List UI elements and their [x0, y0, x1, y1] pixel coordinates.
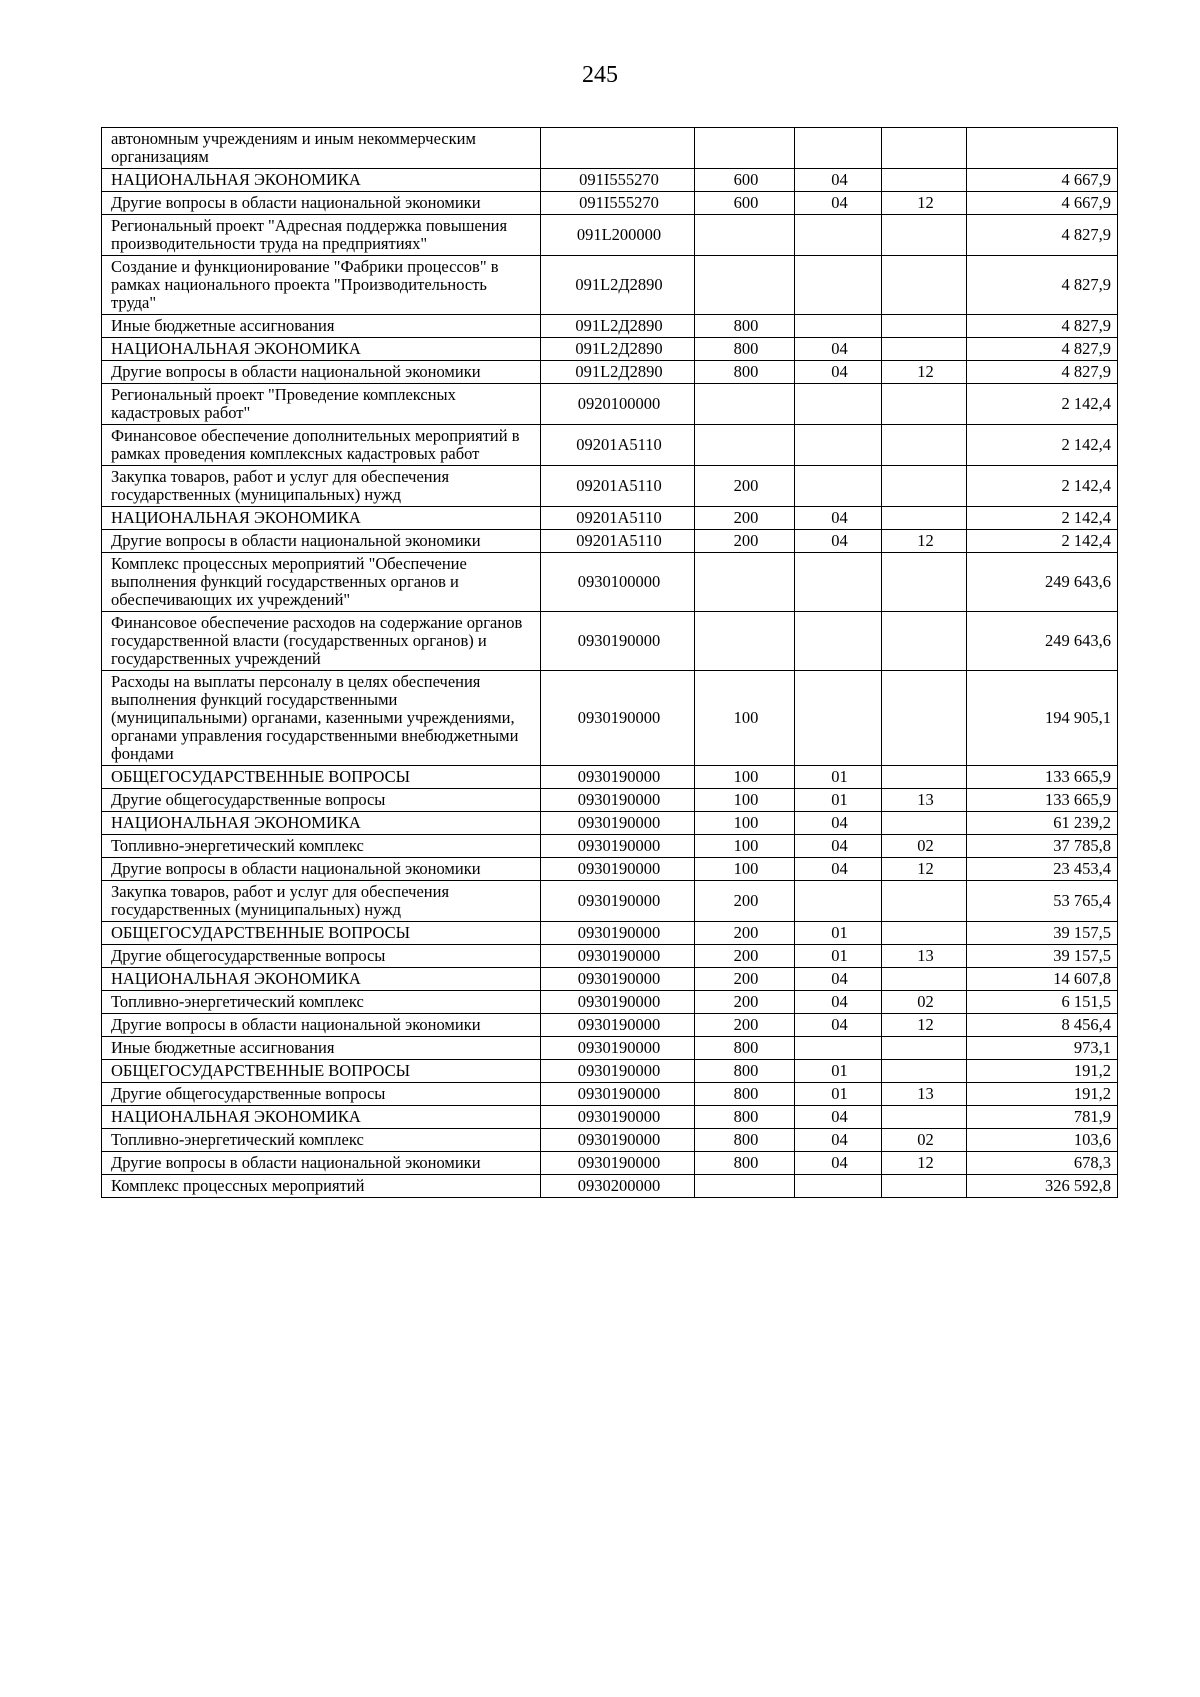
amount-cell: 23 453,4: [967, 858, 1118, 881]
section-cell: 04: [795, 169, 882, 192]
expense-type-cell: 800: [695, 315, 795, 338]
section-cell: 04: [795, 530, 882, 553]
subsection-cell: 02: [882, 835, 967, 858]
target-article-cell: 0930190000: [541, 1129, 695, 1152]
expense-type-cell: 200: [695, 968, 795, 991]
subsection-cell: [882, 315, 967, 338]
table-row: [102, 671, 1118, 766]
subsection-cell: [882, 507, 967, 530]
section-cell: [795, 466, 882, 507]
amount-cell: 103,6: [967, 1129, 1118, 1152]
amount-cell: 249 643,6: [967, 553, 1118, 612]
page-number: 245: [582, 62, 618, 88]
expense-type-cell: [695, 612, 795, 671]
expense-type-cell: 200: [695, 945, 795, 968]
expense-type-cell: [695, 128, 795, 169]
section-cell: 04: [795, 812, 882, 835]
table-row: [102, 1014, 1118, 1037]
amount-cell: 973,1: [967, 1037, 1118, 1060]
table-row: [102, 1037, 1118, 1060]
target-article-cell: 0930100000: [541, 553, 695, 612]
amount-cell: 2 142,4: [967, 507, 1118, 530]
target-article-cell: 0930190000: [541, 1060, 695, 1083]
subsection-cell: [882, 169, 967, 192]
table-row: [102, 530, 1118, 553]
expense-name-cell: Топливно-энергетический комплекс: [102, 835, 541, 858]
expense-type-cell: 200: [695, 991, 795, 1014]
expense-type-cell: 100: [695, 812, 795, 835]
amount-cell: 6 151,5: [967, 991, 1118, 1014]
expense-name-cell: ОБЩЕГОСУДАРСТВЕННЫЕ ВОПРОСЫ: [102, 922, 541, 945]
expense-name-cell: автономным учреждениям и иным некоммерческим организациям: [102, 128, 541, 169]
amount-cell: 2 142,4: [967, 384, 1118, 425]
section-cell: [795, 384, 882, 425]
subsection-cell: 13: [882, 789, 967, 812]
expense-type-cell: 200: [695, 466, 795, 507]
table-row: [102, 553, 1118, 612]
subsection-cell: [882, 128, 967, 169]
expense-name-cell: Другие вопросы в области национальной экономики: [102, 530, 541, 553]
expense-name-cell: Топливно-энергетический комплекс: [102, 1129, 541, 1152]
target-article-cell: 0930190000: [541, 1106, 695, 1129]
subsection-cell: 13: [882, 1083, 967, 1106]
expense-type-cell: 200: [695, 881, 795, 922]
expense-type-cell: 800: [695, 1060, 795, 1083]
amount-cell: 53 765,4: [967, 881, 1118, 922]
expense-type-cell: 200: [695, 922, 795, 945]
target-article-cell: 0930190000: [541, 881, 695, 922]
amount-cell: 2 142,4: [967, 466, 1118, 507]
expense-name-cell: Другие вопросы в области национальной экономики: [102, 1014, 541, 1037]
amount-cell: 4 667,9: [967, 192, 1118, 215]
expense-type-cell: [695, 553, 795, 612]
target-article-cell: 091L2Д2890: [541, 338, 695, 361]
section-cell: 04: [795, 835, 882, 858]
table-row: [102, 612, 1118, 671]
expense-name-cell: ОБЩЕГОСУДАРСТВЕННЫЕ ВОПРОСЫ: [102, 766, 541, 789]
expense-name-cell: НАЦИОНАЛЬНАЯ ЭКОНОМИКА: [102, 507, 541, 530]
section-cell: [795, 425, 882, 466]
expense-type-cell: 200: [695, 1014, 795, 1037]
target-article-cell: 0930190000: [541, 671, 695, 766]
amount-cell: 4 827,9: [967, 338, 1118, 361]
section-cell: 04: [795, 192, 882, 215]
expense-name-cell: Региональный проект "Адресная поддержка повышения производительности труда на предприятиях": [102, 215, 541, 256]
target-article-cell: 0930190000: [541, 789, 695, 812]
expense-name-cell: Другие вопросы в области национальной экономики: [102, 192, 541, 215]
table-row: [102, 858, 1118, 881]
subsection-cell: [882, 881, 967, 922]
section-cell: [795, 881, 882, 922]
subsection-cell: [882, 968, 967, 991]
table-row: [102, 835, 1118, 858]
table-row: [102, 968, 1118, 991]
section-cell: [795, 215, 882, 256]
table-row: [102, 1083, 1118, 1106]
subsection-cell: 13: [882, 945, 967, 968]
amount-cell: 191,2: [967, 1083, 1118, 1106]
target-article-cell: 0930200000: [541, 1175, 695, 1198]
budget-table-body: [102, 128, 1118, 1198]
target-article-cell: 0930190000: [541, 1037, 695, 1060]
amount-cell: 2 142,4: [967, 530, 1118, 553]
expense-type-cell: 600: [695, 169, 795, 192]
target-article-cell: [541, 128, 695, 169]
target-article-cell: 0930190000: [541, 766, 695, 789]
table-row: [102, 1129, 1118, 1152]
table-row: [102, 881, 1118, 922]
amount-cell: 4 827,9: [967, 256, 1118, 315]
section-cell: 04: [795, 968, 882, 991]
section-cell: [795, 1037, 882, 1060]
table-row: [102, 128, 1118, 169]
table-row: [102, 256, 1118, 315]
table-row: [102, 1175, 1118, 1198]
target-article-cell: 0930190000: [541, 922, 695, 945]
table-row: [102, 1060, 1118, 1083]
table-row: [102, 315, 1118, 338]
amount-cell: 2 142,4: [967, 425, 1118, 466]
table-row: [102, 192, 1118, 215]
amount-cell: 781,9: [967, 1106, 1118, 1129]
target-article-cell: 09201A5110: [541, 466, 695, 507]
expense-type-cell: [695, 215, 795, 256]
target-article-cell: 09201A5110: [541, 530, 695, 553]
subsection-cell: [882, 425, 967, 466]
expense-name-cell: Иные бюджетные ассигнования: [102, 315, 541, 338]
target-article-cell: 0920100000: [541, 384, 695, 425]
subsection-cell: 02: [882, 1129, 967, 1152]
amount-cell: 39 157,5: [967, 922, 1118, 945]
subsection-cell: [882, 1106, 967, 1129]
section-cell: 04: [795, 361, 882, 384]
target-article-cell: 0930190000: [541, 991, 695, 1014]
expense-name-cell: Создание и функционирование "Фабрики процессов" в рамках национального проекта "Производительность труда": [102, 256, 541, 315]
expense-type-cell: [695, 256, 795, 315]
target-article-cell: 0930190000: [541, 812, 695, 835]
table-row: [102, 1106, 1118, 1129]
section-cell: [795, 1175, 882, 1198]
expense-type-cell: 800: [695, 361, 795, 384]
amount-cell: 61 239,2: [967, 812, 1118, 835]
expense-name-cell: Расходы на выплаты персоналу в целях обеспечения выполнения функций государственными (муниципальными) органами, казенными учреждениями, органами управления государственными внебюджетными фондами: [102, 671, 541, 766]
amount-cell: [967, 128, 1118, 169]
target-article-cell: 09201A5110: [541, 507, 695, 530]
table-row: [102, 507, 1118, 530]
target-article-cell: 091L2Д2890: [541, 256, 695, 315]
target-article-cell: 091L2Д2890: [541, 361, 695, 384]
amount-cell: 133 665,9: [967, 766, 1118, 789]
target-article-cell: 0930190000: [541, 1083, 695, 1106]
amount-cell: 4 827,9: [967, 361, 1118, 384]
subsection-cell: [882, 1060, 967, 1083]
expense-type-cell: 100: [695, 835, 795, 858]
section-cell: 04: [795, 858, 882, 881]
table-row: [102, 338, 1118, 361]
expense-name-cell: Другие вопросы в области национальной экономики: [102, 361, 541, 384]
subsection-cell: [882, 338, 967, 361]
section-cell: [795, 671, 882, 766]
expense-name-cell: ОБЩЕГОСУДАРСТВЕННЫЕ ВОПРОСЫ: [102, 1060, 541, 1083]
subsection-cell: [882, 1037, 967, 1060]
subsection-cell: [882, 466, 967, 507]
subsection-cell: [882, 922, 967, 945]
expense-type-cell: 100: [695, 858, 795, 881]
expense-name-cell: Топливно-энергетический комплекс: [102, 991, 541, 1014]
expense-type-cell: 200: [695, 530, 795, 553]
target-article-cell: 091L200000: [541, 215, 695, 256]
amount-cell: 14 607,8: [967, 968, 1118, 991]
subsection-cell: [882, 671, 967, 766]
target-article-cell: 0930190000: [541, 945, 695, 968]
expense-name-cell: Финансовое обеспечение расходов на содержание органов государственной власти (государственных органов) и государственных учреждений: [102, 612, 541, 671]
table-row: [102, 169, 1118, 192]
expense-name-cell: Закупка товаров, работ и услуг для обеспечения государственных (муниципальных) нужд: [102, 466, 541, 507]
subsection-cell: 12: [882, 530, 967, 553]
target-article-cell: 0930190000: [541, 1014, 695, 1037]
table-row: [102, 991, 1118, 1014]
amount-cell: 678,3: [967, 1152, 1118, 1175]
expense-name-cell: Другие вопросы в области национальной экономики: [102, 1152, 541, 1175]
table-row: [102, 425, 1118, 466]
target-article-cell: 09201A5110: [541, 425, 695, 466]
subsection-cell: [882, 766, 967, 789]
amount-cell: 133 665,9: [967, 789, 1118, 812]
expense-name-cell: Региональный проект "Проведение комплексных кадастровых работ": [102, 384, 541, 425]
section-cell: 04: [795, 1106, 882, 1129]
expense-type-cell: 600: [695, 192, 795, 215]
expense-name-cell: НАЦИОНАЛЬНАЯ ЭКОНОМИКА: [102, 968, 541, 991]
expense-name-cell: Финансовое обеспечение дополнительных мероприятий в рамках проведения комплексных кадастровых работ: [102, 425, 541, 466]
section-cell: 01: [795, 1060, 882, 1083]
table-row: [102, 812, 1118, 835]
section-cell: 01: [795, 945, 882, 968]
subsection-cell: 02: [882, 991, 967, 1014]
expense-name-cell: Другие вопросы в области национальной экономики: [102, 858, 541, 881]
target-article-cell: 0930190000: [541, 1152, 695, 1175]
amount-cell: 194 905,1: [967, 671, 1118, 766]
table-row: [102, 466, 1118, 507]
section-cell: [795, 612, 882, 671]
budget-table: [101, 127, 1118, 1198]
target-article-cell: 0930190000: [541, 612, 695, 671]
target-article-cell: 0930190000: [541, 858, 695, 881]
section-cell: 01: [795, 766, 882, 789]
amount-cell: 249 643,6: [967, 612, 1118, 671]
amount-cell: 4 667,9: [967, 169, 1118, 192]
target-article-cell: 091I555270: [541, 169, 695, 192]
section-cell: [795, 256, 882, 315]
subsection-cell: [882, 215, 967, 256]
amount-cell: 4 827,9: [967, 215, 1118, 256]
amount-cell: 191,2: [967, 1060, 1118, 1083]
table-row: [102, 1152, 1118, 1175]
expense-type-cell: 100: [695, 766, 795, 789]
table-row: [102, 922, 1118, 945]
expense-type-cell: 800: [695, 1037, 795, 1060]
section-cell: 01: [795, 789, 882, 812]
subsection-cell: 12: [882, 1152, 967, 1175]
expense-type-cell: 800: [695, 1152, 795, 1175]
subsection-cell: 12: [882, 1014, 967, 1037]
expense-name-cell: НАЦИОНАЛЬНАЯ ЭКОНОМИКА: [102, 169, 541, 192]
section-cell: 04: [795, 338, 882, 361]
expense-type-cell: [695, 1175, 795, 1198]
expense-type-cell: 100: [695, 789, 795, 812]
amount-cell: 37 785,8: [967, 835, 1118, 858]
subsection-cell: [882, 612, 967, 671]
section-cell: 04: [795, 1129, 882, 1152]
subsection-cell: 12: [882, 858, 967, 881]
subsection-cell: 12: [882, 361, 967, 384]
target-article-cell: 091L2Д2890: [541, 315, 695, 338]
subsection-cell: [882, 384, 967, 425]
table-row: [102, 789, 1118, 812]
expense-type-cell: 800: [695, 1106, 795, 1129]
amount-cell: 326 592,8: [967, 1175, 1118, 1198]
expense-type-cell: 100: [695, 671, 795, 766]
target-article-cell: 0930190000: [541, 835, 695, 858]
expense-name-cell: НАЦИОНАЛЬНАЯ ЭКОНОМИКА: [102, 812, 541, 835]
expense-name-cell: Другие общегосударственные вопросы: [102, 945, 541, 968]
expense-name-cell: Другие общегосударственные вопросы: [102, 789, 541, 812]
subsection-cell: [882, 812, 967, 835]
expense-name-cell: НАЦИОНАЛЬНАЯ ЭКОНОМИКА: [102, 1106, 541, 1129]
section-cell: 04: [795, 991, 882, 1014]
table-row: [102, 361, 1118, 384]
amount-cell: 4 827,9: [967, 315, 1118, 338]
expense-name-cell: Другие общегосударственные вопросы: [102, 1083, 541, 1106]
expense-type-cell: 800: [695, 1129, 795, 1152]
expense-type-cell: [695, 425, 795, 466]
subsection-cell: [882, 1175, 967, 1198]
amount-cell: 39 157,5: [967, 945, 1118, 968]
section-cell: 04: [795, 1152, 882, 1175]
target-article-cell: 0930190000: [541, 968, 695, 991]
expense-type-cell: [695, 384, 795, 425]
table-row: [102, 945, 1118, 968]
expense-type-cell: 800: [695, 338, 795, 361]
section-cell: [795, 315, 882, 338]
table-row: [102, 384, 1118, 425]
subsection-cell: 12: [882, 192, 967, 215]
subsection-cell: [882, 553, 967, 612]
expense-name-cell: Иные бюджетные ассигнования: [102, 1037, 541, 1060]
section-cell: 04: [795, 507, 882, 530]
section-cell: 01: [795, 922, 882, 945]
amount-cell: 8 456,4: [967, 1014, 1118, 1037]
expense-name-cell: НАЦИОНАЛЬНАЯ ЭКОНОМИКА: [102, 338, 541, 361]
table-row: [102, 766, 1118, 789]
expense-name-cell: Комплекс процессных мероприятий: [102, 1175, 541, 1198]
section-cell: [795, 553, 882, 612]
section-cell: 01: [795, 1083, 882, 1106]
expense-name-cell: Закупка товаров, работ и услуг для обеспечения государственных (муниципальных) нужд: [102, 881, 541, 922]
expense-type-cell: 800: [695, 1083, 795, 1106]
table-row: [102, 215, 1118, 256]
section-cell: 04: [795, 1014, 882, 1037]
section-cell: [795, 128, 882, 169]
target-article-cell: 091I555270: [541, 192, 695, 215]
expense-name-cell: Комплекс процессных мероприятий "Обеспечение выполнения функций государственных органов и обеспечивающих их учреждений": [102, 553, 541, 612]
subsection-cell: [882, 256, 967, 315]
expense-type-cell: 200: [695, 507, 795, 530]
